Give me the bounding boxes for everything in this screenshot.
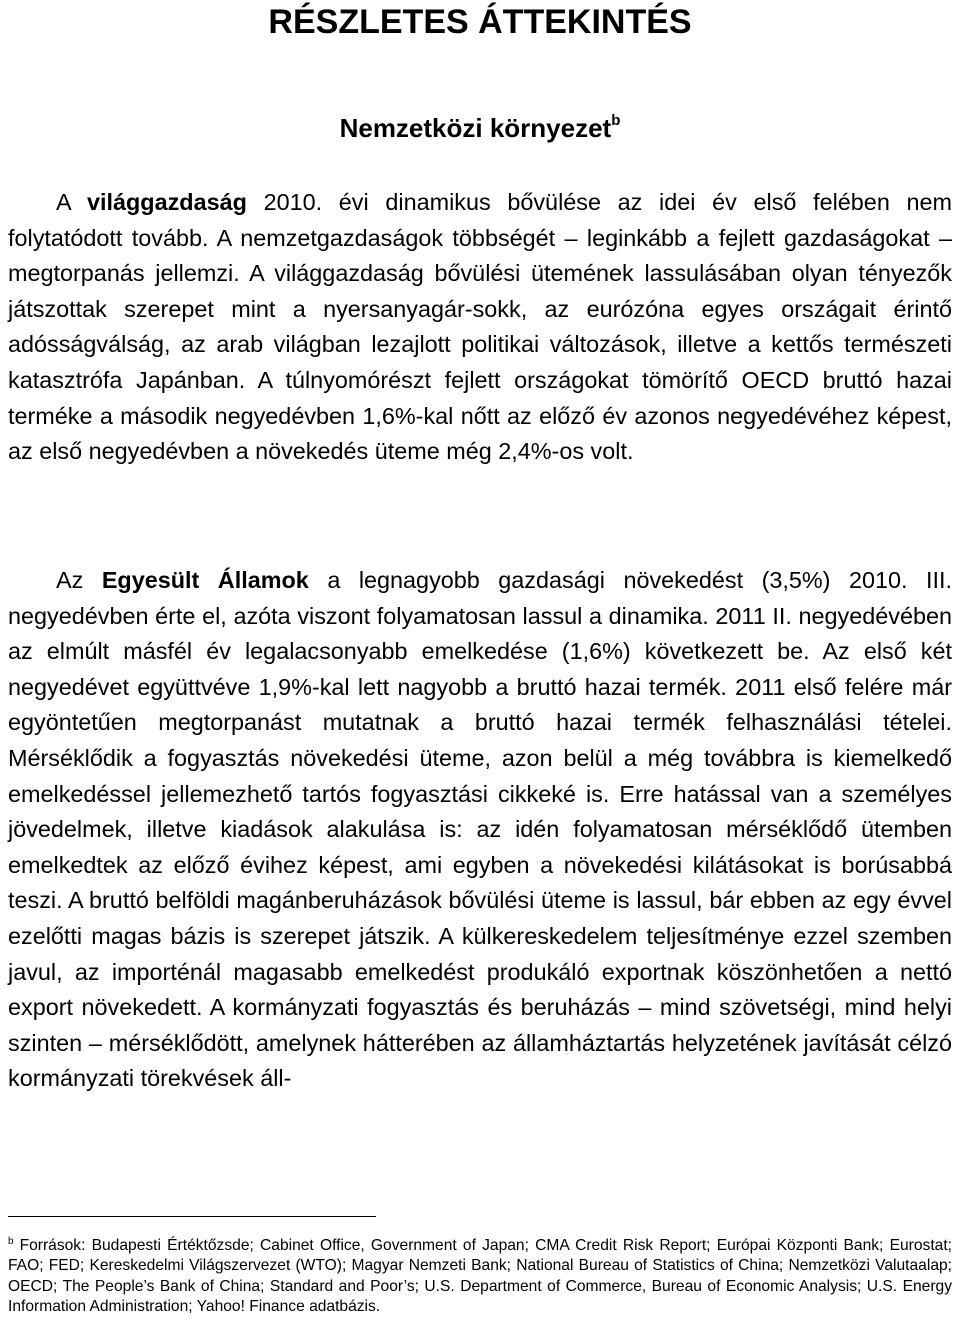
section-subtitle — [0, 103, 960, 146]
paragraph-united-states — [8, 563, 952, 1097]
paragraph-world-economy — [8, 185, 952, 470]
footnote-divider — [8, 1216, 376, 1217]
keyword-united-states: Egyesült Államok — [101, 567, 309, 593]
section-subtitle-text: Nemzetközi környezet — [339, 113, 612, 143]
paragraph-world-economy-lead: A — [56, 189, 87, 215]
paragraph-united-states-body: a legnagyobb gazdasági növekedést (3,5%) 2010. III. negyedévben érte el, azóta viszont folyamatosan lassul a dinamika. 2011 II. negyedévében az elmúlt másfél év legalacsonyabb emelkedése (1,6%) következett be. Az első két negyedévet együttvéve 1,9%-kal lett nagyobb a bruttó hazai termék. 2011 első felére már egyöntetűen megtorpanást mutatnak a bruttó hazai termék felhasználási tételei. Mérséklődik a fogyasztás növekedési üteme, azon belül a még továbbra is kiemelkedő emelkedéssel jellemezhető tartós fogyasztási cikkeké is. Erre hatással van a személyes jövedelmek, illetve kiadások alakulása is: az idén folyamatosan mérséklődő ütemben emelkedtek az előző évihez képest, ami egyben a növekedési kilátásokat is borúsabbá teszi. A bruttó belföldi magánberuházások bővülési üteme is lassul, bár ebben az egy évvel ezelőtti magas bázis is szerepet játszik. A külkereskedelem teljesítménye ezzel szemben javul, az importénál magasabb emelkedést produkáló exportnak köszönhetően a nettó export növekedett. A kormányzati fogyasztás és beruházás – mind szövetségi, mind helyi szinten – mérséklődött, amelynek hátterében az államháztartás helyzetének javítását célzó kormányzati törekvések áll- — [8, 567, 953, 1092]
paragraph-united-states-lead: Az — [56, 567, 102, 593]
footnote-sources — [8, 1232, 952, 1318]
footnote-marker: b — [8, 1236, 14, 1247]
paragraph-world-economy-body: 2010. évi dinamikus bővülése az idei év első felében nem folytatódott tovább. A nemzetgazdaságok többségét – leginkább a fejlett gazdaságokat – megtorpanás jellemzi. A világgazdaság bővülési ütemének lassulásában olyan tényezők játszottak szerepet mint a nyersanyagár-sokk, az eurózóna egyes országait érintő adósságválság, az arab világban lezajlott politikai változások, illetve a kettős természeti katasztrófa Japánban. A túlnyomórészt fejlett országokat tömörítő OECD bruttó hazai terméke a második negyedévben 1,6%-kal nőtt az előző év azonos negyedévéhez képest, az első negyedévben a növekedés üteme még 2,4%-os volt. — [8, 189, 953, 465]
page-title: RÉSZLETES ÁTTEKINTÉS — [268, 3, 692, 41]
keyword-world-economy: világgazdaság — [87, 189, 247, 215]
footnote-reference-marker: b — [611, 112, 621, 129]
footnote-sources-text: Források: Budapesti Értéktőzsde; Cabinet Office, Government of Japan; CMA Credit Risk Report; Európai Központi Bank; Eurostat; FAO; FED; Kereskedelmi Világszervezet (WTO); Magyar Nemzeti Bank; National Bureau of Statistics of China; Nemzetközi Valutaalap; OECD; The People’s Bank of China; Standard and Poor’s; U.S. Department of Commerce, Bureau of Economic Analysis; U.S. Energy Information Administration; Yahoo! Finance adatbázis. — [8, 1237, 952, 1316]
